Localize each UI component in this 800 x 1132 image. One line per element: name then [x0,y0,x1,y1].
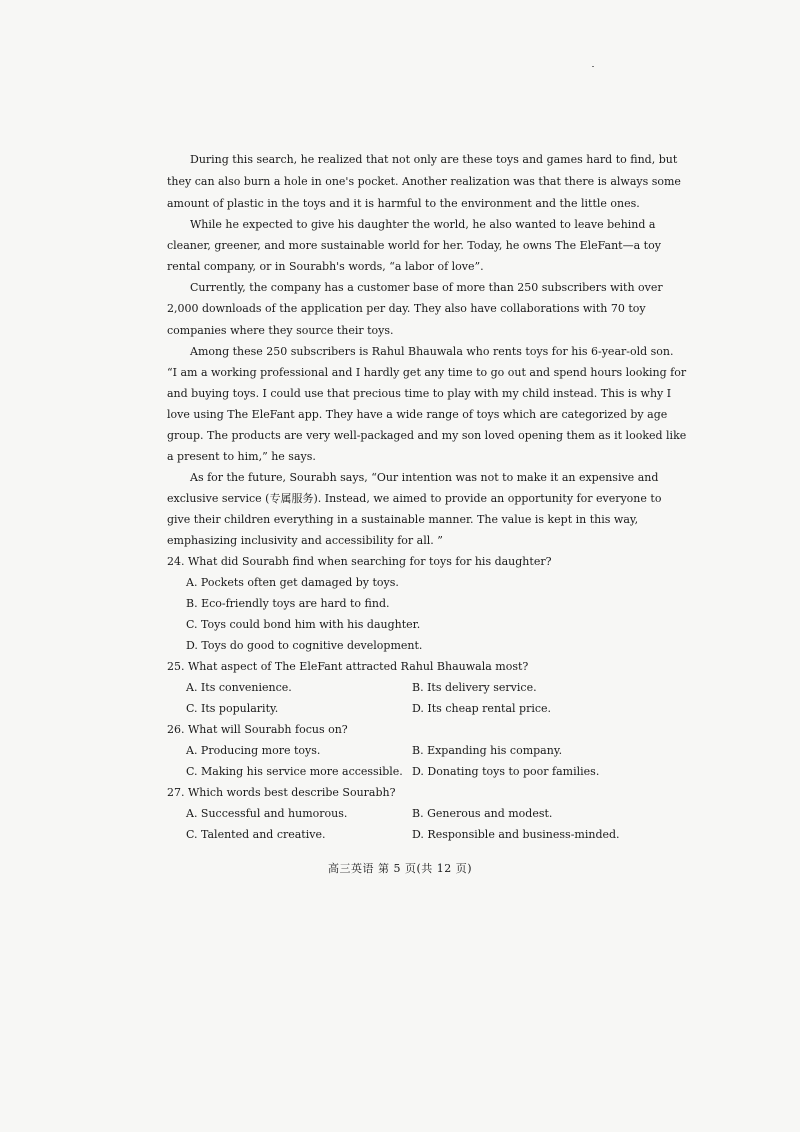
question-stem: 25. What aspect of The EleFant attracted Rahul Bhauwala most? [167,660,529,673]
passage-line: they can also burn a hole in one's pocket. Another realization was that there is always some [167,175,681,188]
option-c[interactable]: C. Making his service more accessible. [186,765,403,778]
option-b[interactable]: B. Eco-friendly toys are hard to find. [186,597,390,610]
passage-line: While he expected to give his daughter the world, he also wanted to leave behind a [190,218,656,231]
option-c[interactable]: C. Its popularity. [186,702,279,715]
page-footer: 高三英语 第 5 页(共 12 页) [327,862,473,875]
passage-line: amount of plastic in the toys and it is harmful to the environment and the little ones. [167,197,640,210]
passage-line: Currently, the company has a customer base of more than 250 subscribers with over [190,281,663,294]
passage-line: love using The EleFant app. They have a wide range of toys which are categorized by age [167,408,668,421]
scan-speck [592,66,594,67]
passage-line: As for the future, Sourabh says, “Our intention was not to make it an expensive and [190,471,659,484]
passage-line: exclusive service (专属服务). Instead, we aimed to provide an opportunity for everyone to [167,492,662,505]
passage-line: “I am a working professional and I hardly get any time to go out and spend hours looking for [167,366,687,379]
passage-line: group. The products are very well-packaged and my son loved opening them as it looked like [167,429,687,442]
passage-line: cleaner, greener, and more sustainable world for her. Today, he owns The EleFant—a toy [167,239,661,252]
passage-line: a present to him,” he says. [167,450,316,463]
question-stem: 27. Which words best describe Sourabh? [167,786,396,799]
passage-line: and buying toys. I could use that precious time to play with my child instead. This is why I [167,387,672,400]
question-stem: 24. What did Sourabh find when searching for toys for his daughter? [167,555,552,568]
option-b[interactable]: B. Its delivery service. [412,681,537,694]
passage-line: give their children everything in a sustainable manner. The value is kept in this way, [167,513,639,526]
passage-line: rental company, or in Sourabh's words, “a labor of love”. [167,260,484,273]
option-a[interactable]: A. Successful and humorous. [186,807,348,820]
option-d[interactable]: D. Donating toys to poor families. [412,765,600,778]
passage-line: During this search, he realized that not only are these toys and games hard to find, but [190,153,678,166]
passage-line: Among these 250 subscribers is Rahul Bhauwala who rents toys for his 6-year-old son. [190,345,674,358]
option-a[interactable]: A. Its convenience. [186,681,292,694]
passage-line: companies where they source their toys. [167,324,394,337]
option-b[interactable]: B. Generous and modest. [412,807,553,820]
option-c[interactable]: C. Talented and creative. [186,828,326,841]
question-stem: 26. What will Sourabh focus on? [167,723,348,736]
option-a[interactable]: A. Producing more toys. [186,744,321,757]
option-a[interactable]: A. Pockets often get damaged by toys. [186,576,399,589]
option-c[interactable]: C. Toys could bond him with his daughter. [186,618,421,631]
option-d[interactable]: D. Responsible and business-minded. [412,828,620,841]
option-d[interactable]: D. Its cheap rental price. [412,702,552,715]
passage-line: emphasizing inclusivity and accessibility for all. ” [167,534,443,547]
passage-line: 2,000 downloads of the application per day. They also have collaborations with 70 toy [167,302,646,315]
option-d[interactable]: D. Toys do good to cognitive development. [186,639,423,652]
option-b[interactable]: B. Expanding his company. [412,744,563,757]
